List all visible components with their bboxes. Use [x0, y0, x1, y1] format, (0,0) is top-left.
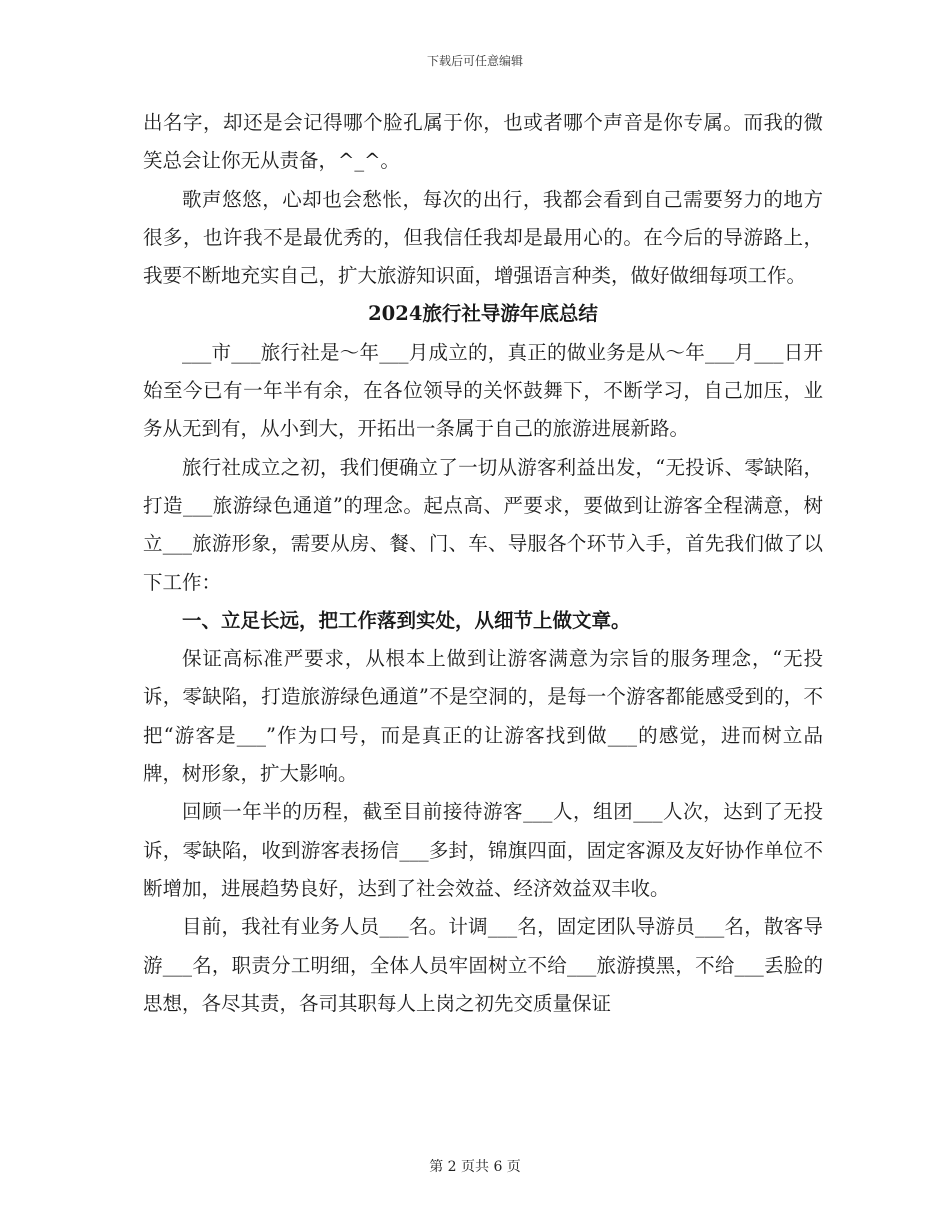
paragraph: ___市___旅行社是～年___月成立的，真正的做业务是从～年___月___日开始至今已有一年半有余，在各位领导的关怀鼓舞下，不断学习，自己加压，业务从无到有，从小到大，开拓出一条属于自己的旅游进展新路。 [143, 340, 823, 441]
document-body [143, 104, 823, 1023]
paragraph: 目前，我社有业务人员___名。计调___名，固定团队导游员___名，散客导游___名，职责分工明细，全体人员牢固树立不给___旅游摸黑，不给___丢脸的思想，各尽其责，各司其职每人上岗之初先交质量保证 [143, 915, 823, 1015]
document-title: 2024旅行社导游年底总结 [368, 302, 598, 326]
page-header: 下载后可任意编辑 [426, 54, 523, 68]
paragraph: 出名字，却还是会记得哪个脸孔属于你，也或者哪个声音是你专属。而我的微笑总会让你无从责备，^_^。 [143, 111, 823, 173]
paragraph: 保证高标准严要求，从根本上做到让游客满意为宗旨的服务理念，“无投诉，零缺陷，打造旅游绿色通道”不是空洞的，是每一个游客都能感受到的，不把“游客是___”作为口号，而是真正的让游客找到做___的感觉，进而树立品牌，树形象，扩大影响。 [143, 647, 823, 786]
paragraph: 歌声悠悠，心却也会愁怅，每次的出行，我都会看到自己需要努力的地方很多，也许我不是最优秀的，但我信任我却是最用心的。在今后的导游路上，我要不断地充实自己，扩大旅游知识面，增强语言种类，做好做细每项工作。 [143, 187, 823, 288]
section-heading: 一、立足长远，把工作落到实处，从细节上做文章。 [182, 608, 631, 632]
paragraph: 回顾一年半的历程，截至目前接待游客___人，组团___人次，达到了无投诉，零缺陷，收到游客表扬信___多封，锦旗四面，固定客源及友好协作单位不断增加，进展趋势良好，达到了社会效益、经济效益双丰收。 [143, 800, 823, 900]
paragraph: 旅行社成立之初，我们便确立了一切从游客利益出发，“无投诉、零缺陷，打造___旅游绿色通道”的理念。起点高、严要求，要做到让游客全程满意，树立___旅游形象，需要从房、餐、门、车、导服各个环节入手，首先我们做了以下工作： [143, 455, 823, 594]
page-footer: 第 2 页共 6 页 [429, 1159, 521, 1175]
